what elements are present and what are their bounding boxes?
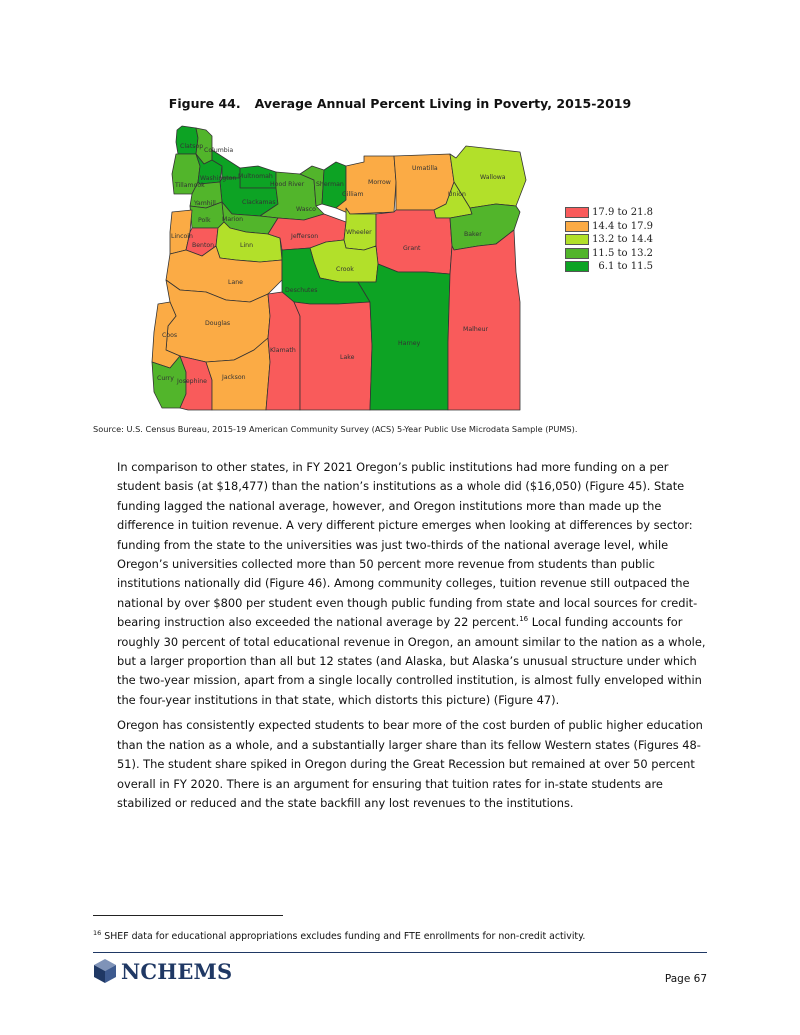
figure-title-text: Average Annual Percent Living in Poverty, 2015-2019 (254, 96, 632, 111)
label-jefferson: Jefferson (291, 233, 319, 240)
paragraph-text: Local funding accounts for roughly 30 percent of total educational revenue in Oregon, an amount similar to the nation as a whole, but a larger proportion than all but 12 states (and Alaska, but Alaska’s unusual structure under which the two-year mission, apart from a single locally controlled institution, is almost fully enveloped within the four-year institutions in that state, which distorts this picture) (Figure 47). (117, 615, 706, 707)
label-hood-river: Hood River (270, 181, 305, 188)
legend-item (565, 247, 653, 260)
label-lake: Lake (340, 354, 355, 361)
label-yamhill: Yamhill (194, 200, 216, 207)
legend-swatch (565, 234, 589, 245)
footnote-divider (93, 915, 283, 916)
cube-icon (93, 958, 117, 984)
label-washington: Washington (200, 175, 237, 182)
figure-number: Figure 44. (168, 96, 241, 111)
page-number: Page 67 (664, 973, 707, 985)
legend-label: 17.9 to 21.8 (592, 207, 653, 218)
label-tillamook: Tillamook (175, 182, 205, 189)
label-malheur: Malheur (463, 326, 489, 333)
legend-item (565, 260, 653, 273)
label-jackson: Jackson (222, 374, 246, 381)
label-harney: Harney (398, 340, 421, 347)
footer-divider (93, 952, 707, 953)
oregon-poverty-map (150, 122, 530, 412)
label-columbia: Columbia (204, 147, 234, 154)
label-grant: Grant (403, 245, 421, 252)
nchems-logo (93, 958, 232, 984)
legend-item (565, 220, 653, 233)
label-union: Union (448, 191, 466, 198)
label-linn: Linn (240, 242, 254, 249)
county-harney (358, 264, 450, 410)
logo-text: NCHEMS (121, 958, 233, 984)
label-benton: Benton (192, 242, 215, 249)
legend-swatch (565, 261, 589, 272)
legend-swatch (565, 207, 589, 218)
label-gilliam: Gilliam (342, 191, 364, 198)
label-multnomah: Multnomah (238, 173, 273, 180)
label-wheeler: Wheeler (346, 229, 372, 236)
label-marion: Marion (222, 216, 244, 223)
label-clackamas: Clackamas (242, 199, 276, 206)
label-coos: Coos (162, 332, 178, 339)
label-wasco: Wasco (296, 206, 316, 213)
figure-source: Source: U.S. Census Bureau, 2015-19 American Community Survey (ACS) 5-Year Public Use Microdata Sample (PUMS). (93, 424, 578, 434)
label-crook: Crook (336, 266, 354, 273)
label-lane: Lane (228, 279, 243, 286)
legend-label: 14.4 to 17.9 (592, 220, 653, 232)
footnote-number: 16 (93, 929, 102, 937)
label-wallowa: Wallowa (480, 174, 506, 181)
map-legend (565, 206, 653, 274)
county-grant (376, 210, 452, 274)
label-josephine: Josephine (177, 378, 207, 385)
figure-title (0, 96, 800, 111)
legend-label: 11.5 to 13.2 (592, 247, 653, 259)
label-clatsop: Clatsop (180, 143, 204, 150)
label-polk: Polk (198, 217, 211, 224)
legend-item (565, 206, 653, 219)
county-umatilla (394, 154, 454, 210)
label-klamath: Klamath (270, 347, 296, 354)
legend-label: 13.2 to 14.4 (592, 234, 653, 245)
paragraph (117, 458, 707, 710)
label-douglas: Douglas (205, 320, 231, 327)
legend-swatch (565, 248, 589, 259)
legend-label: 6.1 to 11.5 (598, 261, 653, 272)
county-lake (294, 302, 372, 410)
label-curry: Curry (157, 375, 174, 382)
label-umatilla: Umatilla (412, 165, 438, 172)
label-morrow: Morrow (368, 179, 391, 186)
footnote-reference[interactable]: 16 (519, 615, 529, 624)
paragraph-text: In comparison to other states, in FY 2021 Oregon’s public institutions had more funding on a per student basis (at $18,477) than the nation’s institutions as a whole did ($16,050) (Figure 45). State funding lagged the national average, however, and Oregon institutions more than made up the difference in tuition revenue. A very different picture emerges when looking at differences by sector: funding from the state to the universities was just two-thirds of the national average level, while Oregon’s universities collected more than 50 percent more revenue from students than public institutions nationally did (Figure 46). Among community colleges, tuition revenue still outpaced the national by over $800 per student even though public funding from state and local sources for credit-bearing instruction also exceeded the national average by 22 percent. (117, 460, 698, 630)
body-text (117, 458, 707, 819)
legend-swatch (565, 221, 589, 232)
label-sherman: Sherman (316, 181, 344, 188)
paragraph: Oregon has consistently expected students to bear more of the cost burden of public higher education than the nation as a whole, and a substantially larger share than its fellow Western states (Figures 48-51). The student share spiked in Oregon during the Great Recession but remained at over 50 percent overall in FY 2020. There is an argument for ensuring that tuition rates for in-state students are stabilized or reduced and the state backfill any lost revenues to the institutions. (117, 718, 703, 810)
footnote (93, 929, 585, 942)
legend-item (565, 233, 653, 246)
footnote-text: SHEF data for educational appropriations excludes funding and FTE enrollments for non-credit activity. (104, 931, 586, 943)
county-malheur (448, 230, 520, 410)
label-baker: Baker (464, 231, 482, 238)
label-deschutes: Deschutes (285, 287, 318, 294)
label-lincoln: Lincoln (171, 233, 193, 240)
